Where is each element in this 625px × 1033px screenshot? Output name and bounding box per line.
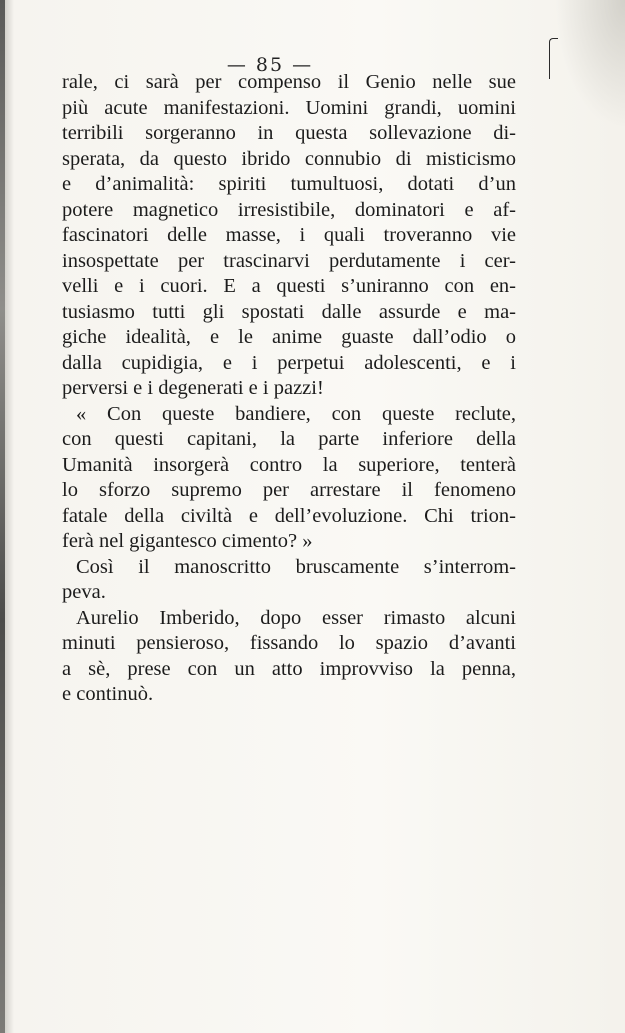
text-line: a sè, prese con un atto improvviso la penna,: [62, 657, 516, 680]
text-line: più acute manifestazioni. Uomini grandi, uomini: [62, 96, 516, 119]
text-line: potere magnetico irresistibile, dominatori e af-: [62, 198, 516, 221]
text-line: dalla cupidigia, e i perpetui adolescenti, e i: [62, 351, 516, 374]
text-line: velli e i cuori. E a questi s’uniranno con en-: [62, 275, 516, 297]
text-line: fatale della civiltà e dell’evoluzione. Chi trion-: [62, 504, 516, 527]
page-edge-mark: [549, 38, 558, 79]
text-line: minuti pensieroso, fissando lo spazio d’avanti: [62, 632, 516, 654]
text-line-paragraph-end: e continuò.: [62, 683, 154, 705]
text-line: Così il manoscritto bruscamente s’interrom-: [76, 555, 516, 578]
text-line: tusiasmo tutti gli spostati dalle assurde e ma-: [62, 300, 516, 323]
page-spine-shadow: [0, 0, 5, 1033]
page-number: — 85 —: [226, 54, 314, 76]
text-line: con questi capitani, la parte inferiore della: [62, 428, 516, 450]
body-text: [62, 70, 516, 708]
page-corner-stain: [555, 0, 625, 130]
text-line: terribili sorgeranno in questa sollevazione di-: [62, 122, 516, 144]
text-line: Aurelio Imberido, dopo esser rimasto alcuni: [76, 606, 516, 629]
text-line: insospettate per trascinarvi perdutamente i cer-: [62, 249, 516, 272]
text-line-paragraph-end: peva.: [62, 581, 106, 603]
text-line: Umanità insorgerà contro la superiore, tenterà: [62, 453, 516, 476]
text-line: giche idealità, e le anime guaste dall’odio o: [62, 326, 516, 348]
text-line: fascinatori delle masse, i quali troveranno vie: [62, 224, 516, 246]
text-line: lo sforzo supremo per arrestare il fenomeno: [62, 479, 516, 501]
text-line: e d’animalità: spiriti tumultuosi, dotati d’un: [62, 173, 516, 195]
text-line: sperata, da questo ibrido connubio di misticismo: [62, 147, 516, 170]
text-line-paragraph-end: ferà nel gigantesco cimento? »: [62, 530, 313, 552]
text-line-paragraph-end: perversi e i degenerati e i pazzi!: [62, 377, 324, 399]
text-line: rale, ci sarà per compenso il Genio nelle sue: [62, 71, 516, 93]
text-line: « Con queste bandiere, con queste reclute,: [76, 402, 516, 425]
